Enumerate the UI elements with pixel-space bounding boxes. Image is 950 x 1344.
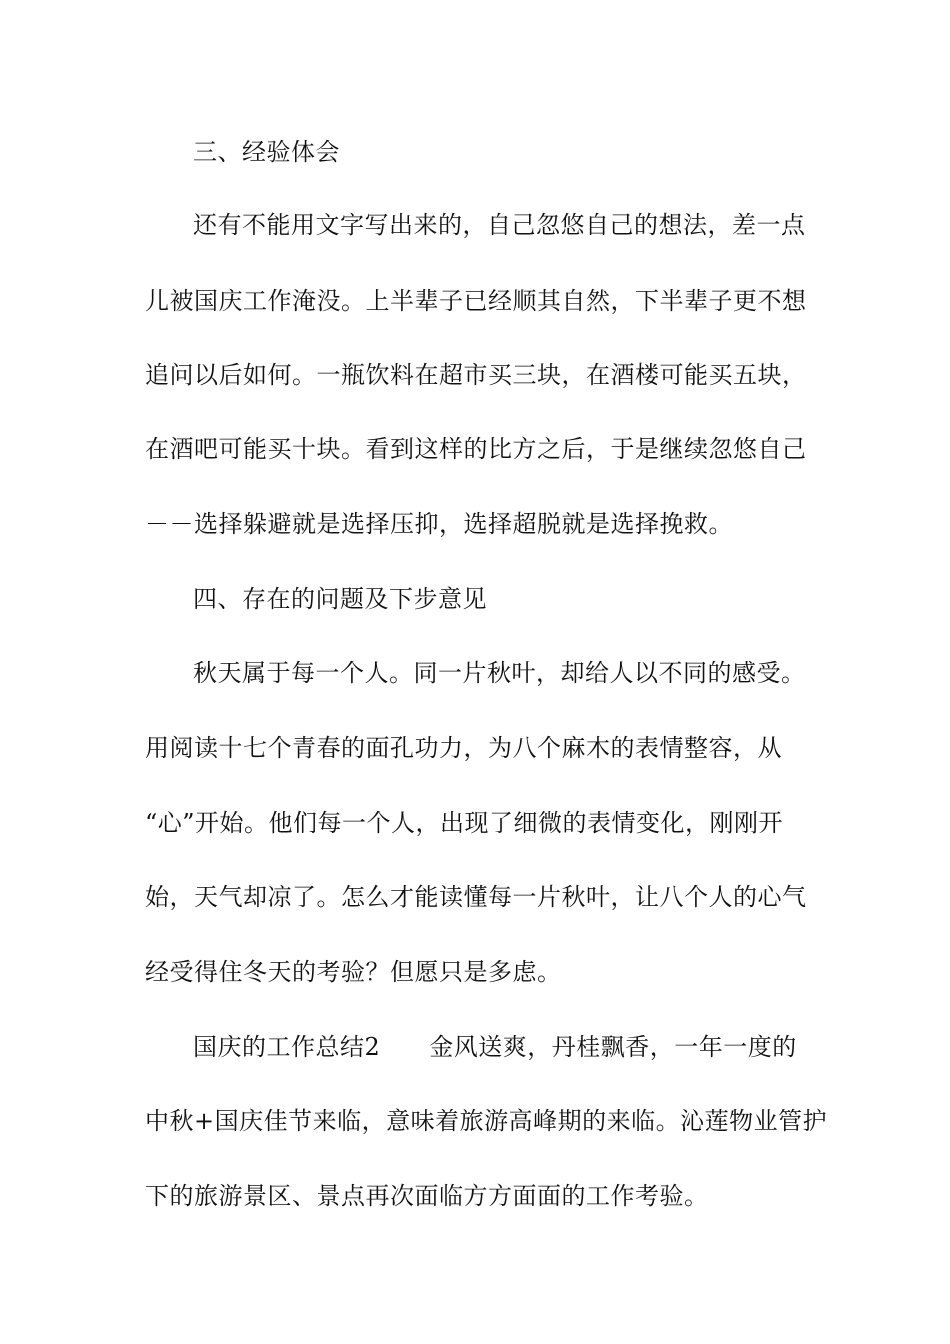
paragraph-line: 在酒吧可能买十块。看到这样的比方之后，于是继续忽悠自己 — [145, 435, 807, 463]
paragraph-line: 下的旅游景区、景点再次面临方方面面的工作考验。 — [145, 1182, 709, 1210]
paragraph-line: 追问以后如何。一瓶饮料在超市买三块，在酒楼可能买五块， — [145, 361, 807, 389]
paragraph-line: 儿被国庆工作淹没。上半辈子已经顺其自然，下半辈子更不想 — [145, 287, 807, 315]
summary-title-line: 国庆的工作总结2 金风送爽，丹桂飘香，一年一度的 — [193, 1033, 797, 1061]
paragraph-line: 始，天气却凉了。怎么才能读懂每一片秋叶，让八个人的心气 — [145, 883, 807, 911]
section-heading-experience: 三、经验体会 — [193, 138, 340, 166]
paragraph-line: 用阅读十七个青春的面孔功力，为八个麻木的表情整容，从 — [145, 734, 782, 762]
paragraph-line: －－选择躲避就是选择压抑，选择超脱就是选择挽救。 — [145, 510, 733, 538]
paragraph-line: 中秋+国庆佳节来临，意味着旅游高峰期的来临。沁莲物业管护 — [145, 1107, 828, 1135]
section-heading-problems: 四、存在的问题及下步意见 — [193, 585, 487, 613]
paragraph-line: “心”开始。他们每一个人，出现了细微的表情变化，刚刚开 — [145, 809, 784, 837]
paragraph-line: 秋天属于每一个人。同一片秋叶，却给人以不同的感受。 — [193, 659, 806, 687]
paragraph-line: 经受得住冬天的考验？但愿只是多虑。 — [145, 958, 562, 986]
paragraph-line: 还有不能用文字写出来的，自己忽悠自己的想法，差一点 — [193, 211, 806, 239]
